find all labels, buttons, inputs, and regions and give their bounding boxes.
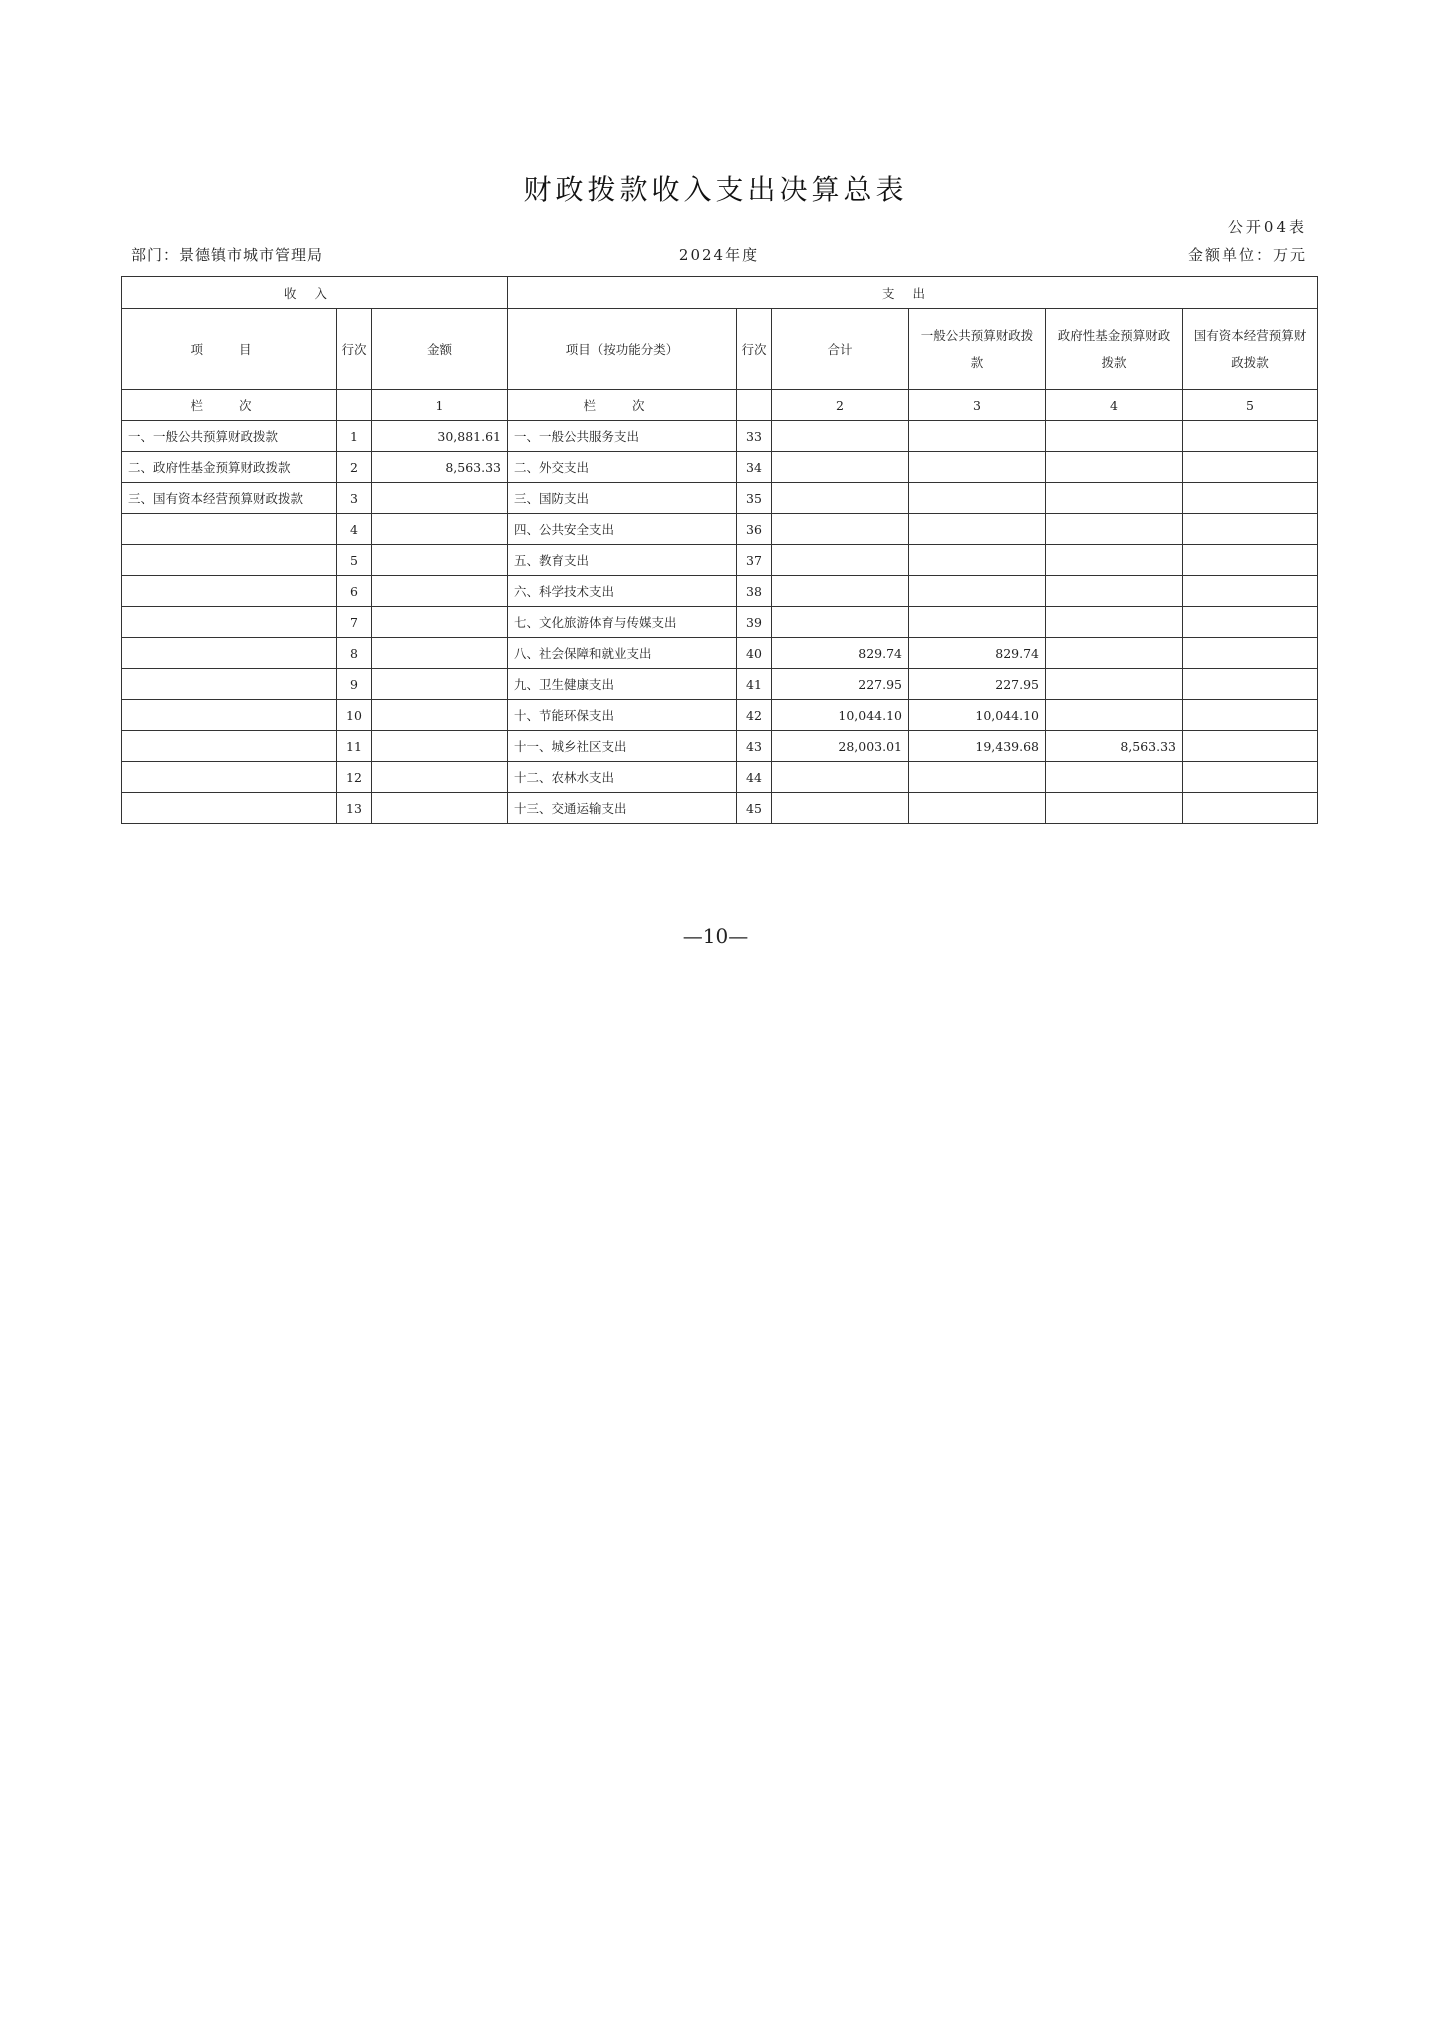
income-lanci-label: 栏 次 [122,390,337,421]
general-budget-cell [909,576,1046,607]
expense-item-cell: 四、公共安全支出 [508,514,737,545]
state-capital-cell [1183,700,1318,731]
income-row-number: 9 [337,669,372,700]
expense-row-number: 33 [737,421,772,452]
income-amount-cell [372,669,508,700]
income-item-cell [122,731,337,762]
income-row-number: 8 [337,638,372,669]
income-section-header: 收入 [122,277,508,309]
state-capital-header: 国有资本经营预算财政拨款 [1183,309,1318,390]
total-cell [772,545,909,576]
general-col-number: 3 [909,390,1046,421]
gov-fund-header: 政府性基金预算财政拨款 [1046,309,1183,390]
gov-fund-cell [1046,452,1183,483]
income-amount-cell: 30,881.61 [372,421,508,452]
total-cell [772,452,909,483]
expense-row-number: 43 [737,731,772,762]
income-row-number: 11 [337,731,372,762]
fund-col-number: 4 [1046,390,1183,421]
expense-row-number: 44 [737,762,772,793]
income-amount-cell [372,731,508,762]
expense-item-cell: 一、一般公共服务支出 [508,421,737,452]
expense-lanci-label: 栏 次 [508,390,737,421]
income-item-cell [122,545,337,576]
gov-fund-cell [1046,576,1183,607]
general-budget-cell [909,762,1046,793]
state-capital-cell [1183,638,1318,669]
expense-row-number: 34 [737,452,772,483]
income-item-cell: 一、一般公共预算财政拨款 [122,421,337,452]
general-budget-cell [909,452,1046,483]
total-cell [772,607,909,638]
state-capital-cell [1183,483,1318,514]
table-row [122,514,1318,545]
income-amount-cell [372,762,508,793]
table-row [122,669,1318,700]
gov-fund-cell: 8,563.33 [1046,731,1183,762]
income-amount-cell [372,545,508,576]
expense-row-number: 40 [737,638,772,669]
total-cell: 227.95 [772,669,909,700]
department-label: 部门：景德镇市城市管理局 [131,246,324,264]
income-row-number: 3 [337,483,372,514]
income-item-cell [122,762,337,793]
general-budget-cell: 829.74 [909,638,1046,669]
expense-item-cell: 六、科学技术支出 [508,576,737,607]
income-item-cell: 二、政府性基金预算财政拨款 [122,452,337,483]
table-row [122,483,1318,514]
income-item-cell [122,793,337,824]
total-cell [772,762,909,793]
income-row-number: 4 [337,514,372,545]
total-cell: 829.74 [772,638,909,669]
table-row [122,576,1318,607]
state-capital-cell [1183,669,1318,700]
expense-item-cell: 十一、城乡社区支出 [508,731,737,762]
gov-fund-cell [1046,545,1183,576]
income-item-cell [122,700,337,731]
expense-item-cell: 三、国防支出 [508,483,737,514]
total-cell [772,483,909,514]
general-budget-cell [909,607,1046,638]
table-row [122,545,1318,576]
income-amount-cell [372,607,508,638]
expense-item-cell: 十二、农林水支出 [508,762,737,793]
column-number-row [122,390,1318,421]
state-capital-cell [1183,452,1318,483]
expense-row-number: 37 [737,545,772,576]
expense-item-cell: 七、文化旅游体育与传媒支出 [508,607,737,638]
income-item-cell [122,514,337,545]
total-cell [772,576,909,607]
total-header: 合计 [772,309,909,390]
state-capital-cell [1183,793,1318,824]
general-budget-cell [909,514,1046,545]
expense-item-cell: 十三、交通运输支出 [508,793,737,824]
general-budget-cell [909,421,1046,452]
state-capital-cell [1183,607,1318,638]
income-amount-cell [372,514,508,545]
expense-row-blank [737,390,772,421]
general-budget-header: 一般公共预算财政拨款 [909,309,1046,390]
state-capital-cell [1183,762,1318,793]
gov-fund-cell [1046,669,1183,700]
expense-row-number: 39 [737,607,772,638]
gov-fund-cell [1046,638,1183,669]
income-amount-cell: 8,563.33 [372,452,508,483]
gov-fund-cell [1046,793,1183,824]
income-item-cell [122,576,337,607]
expense-row-number: 38 [737,576,772,607]
expense-item-cell: 九、卫生健康支出 [508,669,737,700]
income-row-number: 5 [337,545,372,576]
gov-fund-cell [1046,700,1183,731]
table-row [122,421,1318,452]
expense-item-cell: 五、教育支出 [508,545,737,576]
general-budget-cell [909,793,1046,824]
state-capital-cell [1183,731,1318,762]
state-capital-cell [1183,576,1318,607]
amount-unit: 金额单位：万元 [1187,246,1307,264]
gov-fund-cell [1046,483,1183,514]
general-budget-cell [909,483,1046,514]
page-title: 财政拨款收入支出决算总表 [523,173,908,206]
gov-fund-cell [1046,607,1183,638]
income-row-number: 10 [337,700,372,731]
state-capital-cell [1183,514,1318,545]
expense-row-number: 42 [737,700,772,731]
income-item-cell: 三、国有资本经营预算财政拨款 [122,483,337,514]
income-row-number: 12 [337,762,372,793]
total-cell [772,514,909,545]
table-row [122,762,1318,793]
income-item-header: 项 目 [122,309,337,390]
income-row-number: 13 [337,793,372,824]
income-row-header: 行次 [337,309,372,390]
income-row-blank [337,390,372,421]
form-code: 公开04表 [1227,218,1307,236]
table-row [122,638,1318,669]
income-amount-header: 金额 [372,309,508,390]
income-item-cell [122,669,337,700]
income-row-number: 7 [337,607,372,638]
expense-item-cell: 十、节能环保支出 [508,700,737,731]
income-amount-cell [372,576,508,607]
capital-col-number: 5 [1183,390,1318,421]
fiscal-year: 2024年度 [678,246,760,264]
financial-table [121,276,1318,824]
income-amount-cell [372,700,508,731]
total-cell: 10,044.10 [772,700,909,731]
table-row [122,452,1318,483]
expense-item-cell: 八、社会保障和就业支出 [508,638,737,669]
income-amount-cell [372,793,508,824]
income-amount-col-number: 1 [372,390,508,421]
expense-section-header: 支出 [508,277,1318,309]
general-budget-cell: 227.95 [909,669,1046,700]
income-row-number: 1 [337,421,372,452]
expense-item-cell: 二、外交支出 [508,452,737,483]
expense-item-header: 项目（按功能分类） [508,309,737,390]
general-budget-cell [909,545,1046,576]
column-header-row [122,309,1318,390]
table-row [122,731,1318,762]
expense-row-number: 45 [737,793,772,824]
gov-fund-cell [1046,421,1183,452]
expense-row-header: 行次 [737,309,772,390]
gov-fund-cell [1046,514,1183,545]
general-budget-cell: 19,439.68 [909,731,1046,762]
general-budget-cell: 10,044.10 [909,700,1046,731]
gov-fund-cell [1046,762,1183,793]
table-row [122,700,1318,731]
total-col-number: 2 [772,390,909,421]
income-row-number: 6 [337,576,372,607]
total-cell [772,793,909,824]
total-cell [772,421,909,452]
page-number: —10— [682,924,749,948]
section-header-row [122,277,1318,309]
total-cell: 28,003.01 [772,731,909,762]
income-item-cell [122,638,337,669]
expense-row-number: 36 [737,514,772,545]
income-row-number: 2 [337,452,372,483]
table-row [122,793,1318,824]
income-amount-cell [372,483,508,514]
meta-row [127,244,1311,268]
income-item-cell [122,607,337,638]
income-amount-cell [372,638,508,669]
table-row [122,607,1318,638]
state-capital-cell [1183,421,1318,452]
expense-row-number: 41 [737,669,772,700]
state-capital-cell [1183,545,1318,576]
expense-row-number: 35 [737,483,772,514]
